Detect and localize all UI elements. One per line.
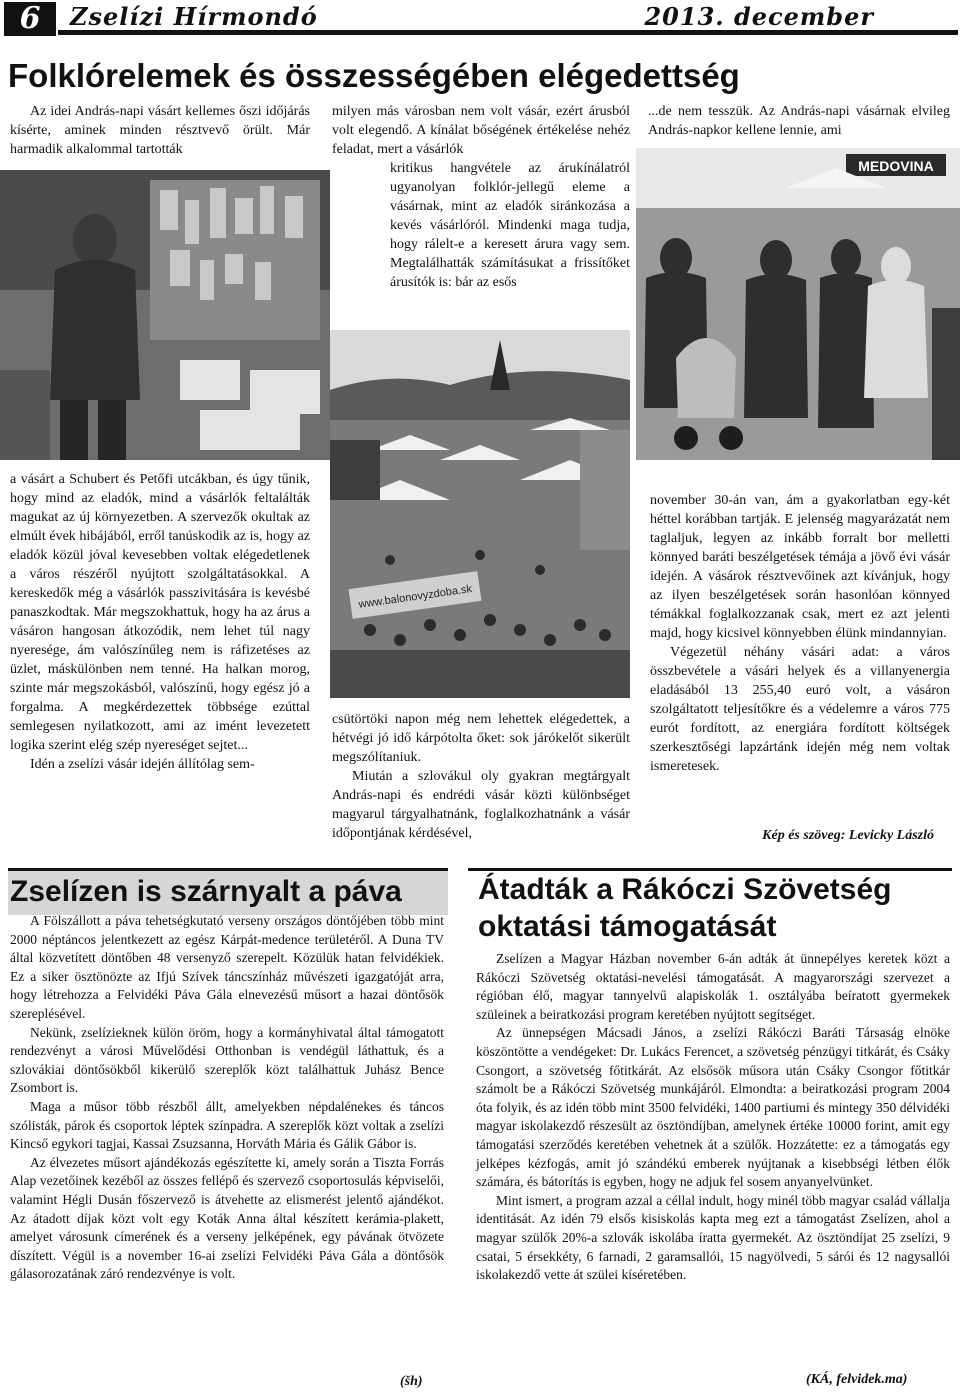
paragraph: csütörtöki napon még nem lehettek elégedettek, a hétvégi jó idő kárpótolta őket: sok járókelőt sikerült megszólítaniuk.: [332, 712, 630, 765]
paragraph: Zselízen a Magyar Házban november 6-án adták át ünnepélyes keretek közt a Rákóczi Szövetség oktatási-nevelési támogatását. A magyarországi szervezet a régióban élő, magyar tannyelvű alapiskolák 1. osztályába beíratott gyermekek szüleinek a beiratkozási program keretében nyújtott segítséget.: [476, 951, 950, 1022]
main-col2-bottom: [332, 710, 630, 843]
paragraph: Végezetül néhány vásári adat: a város összbevétele a vásári helyek és a villanyenergia eladásából 13 255,40 euró volt, a vásáron szolgáltatott teljesítőkre és a védelemre a város 775 eurót fordított, az energiára fordított költségek szerkesztőségi lapzártánk idején még nem voltak ismeretesek.: [650, 645, 950, 774]
main-col1-top: [10, 102, 310, 159]
stall-photo: [0, 170, 330, 460]
medovina-sign: MEDOVINA: [858, 158, 934, 174]
paragraph: milyen más városban nem volt vásár, ezért árusból volt elegendő. A kínálat bőségének értékelése nehéz feladat, mert a vásárlók: [332, 104, 630, 157]
photo-credit: Kép és szöveg: Levicky László: [762, 828, 934, 843]
page-number: 6: [4, 2, 56, 36]
paragraph: Az élvezetes műsort ajándékozás egészítette ki, amely során a Tiszta Forrás Alap vezetőinek kezéből az összes fellépő és szervező csoportosulás képviselői, valamint Hégli Dusán főszervező is átvehette az elismerést jelentő ajándékot. Az átadott díjak közt volt egy Koták Anna által készített kerámia-plakett, amelyet városunk címerének és a verseny jelképének, egy pávának ötvözete díszített. Végül is a november 16-ai zselízi Felvidéki Páva Gála a döntősök gálasorozatának záró rendezvénye is volt.: [10, 1154, 444, 1282]
rakoczi-headline-block: [468, 868, 952, 945]
paragraph: Idén a zselízi vásár idején állítólag sem-: [30, 757, 255, 772]
newspaper-title: Zselízi Hírmondó: [70, 2, 318, 31]
paragraph: A Fölszállott a páva tehetségkutató verseny országos döntőjében több mint 2000 néptáncos jelentkezett az egész Kárpát-medence területéről. A Duna TV által közvetített döntőben 48 versenyző szerepelt. Közülük hatan felvidékiek. Ez a siker ösztönözte az Ifjú Szívek táncszínház művészeti igazgatóját arra, hogy létrehozza a Felvidéki Páva Gála elnevezésű műsort a hazai döntősök szereplésével.: [10, 913, 444, 1021]
paragraph: kritikus hangvétele az árukínálatról ugyanolyan folklór-jellegű eleme a vásárnak, mint az eladók siránkozása a kevés vásárlóról. Mindenki maga tudja, hogy rálelt-e a keresett árura vagy sem. Megtalálhatták számításukat a frissítőket árusítók is: bár az esős: [390, 161, 630, 290]
rakoczi-headline-line1: Átadták a Rákóczi Szövetség: [478, 873, 892, 906]
street-photo: [330, 330, 630, 698]
paragraph: Maga a műsor több részből állt, amelyekben népdalénekes és táncos szólisták, párok és csoportok léptek színpadra. A szereplők közt voltak a zselízi Kincső egykori tagjai, Kassai Zsuzsanna, Horváth Mária és Gálik Gábor is.: [10, 1098, 444, 1152]
paragraph: a vásárt a Schubert és Petőfi utcákban, és úgy tűnik, hogy mind az eladók, mind a vásárlók feltalálták magukat az új környezetben. A szervezők okultak az elmúlt évek hibájából, erről tanúskodik az is, hogy az eladók közül jóval kevesebben voltak elégedetlenek a város részéről nyújtott szolgáltatásokkal. A kereskedők még a vásárlók passzivitására is kevésbé panaszkodtak. Már megszokhattuk, hogy ha az árus a vásáron hangosan átkozódik, nem lehet túl nagy nyeresége, ám valószínűleg nem is ráfizetéses az üzlet, máskülönben nem tenné. Ha halkan morog, szinte már megszokásból, valószínű, hogy egész jó a forgalma. A megkérdezettek többsége ezúttal semlegesen nyilatkozott, ami az imént levezetett logika szerint elég szép nyereséget sejtet...: [10, 472, 310, 753]
paragraph: Az ünnepségen Mácsadi János, a zselízi Rákóczi Baráti Társaság elnöke köszöntötte a vendégeket: Dr. Lukács Ferencet, a szövetség pénzügyi titkárát, és Csáky Csongort, a szövetség főtitkárát. Az elsősök műsora után Csáky Csongor főtitkár számolt be a Rákóczi Szövetség munkájáról. Elmondta: a beiratkozási program 2004 óta folyik, és az idén több mint 3500 felvidéki, 1400 partiumi és mintegy 350 délvidéki magyar iskolakezdő részesült az ösztöndíjban, amelynek értéke 10000 forint, amit egy támogatási szerződés keretében vehetnek át a szülők. Hozzátette: ez a támogatás egy jelképes kézfogás, amit jó szándékú emberek nyújtanak a kisebbségi létben élők számára, és bátorítás is egyben, hogy ne adjuk fel sosem anyanyelvünket.: [476, 1025, 950, 1190]
rakoczi-body: [476, 950, 950, 1285]
pava-headline-banner: [8, 868, 448, 915]
main-col3-bottom: [650, 491, 950, 776]
paragraph: Nekünk, zselízieknek külön öröm, hogy a kormányhivatal által támogatott rendezvényt a városi Művelődési Otthonban is vendégül láthattuk, és a szlovákiai döntősökből kikerülő szereplők közt találhattuk Juhász Bence Zsombort is.: [10, 1024, 444, 1096]
issue-date: 2013. december: [644, 2, 874, 31]
rakoczi-signature: (KÁ, felvidek.ma): [806, 1372, 908, 1387]
pava-signature: (šh): [400, 1374, 423, 1389]
balloon-banner-text: www.balonovyzdoba.sk: [357, 583, 473, 611]
main-col1-bottom: [10, 470, 310, 774]
pava-headline: Zselízen is szárnyalt a páva: [10, 875, 402, 908]
main-article-headline: Folklórelemek és összességében elégedettség: [8, 57, 740, 94]
main-col2-top-a: [332, 102, 630, 159]
paragraph: november 30-án van, ám a gyakorlatban egy-két héttel korábban tartják. E jelenség magyarázatát nem taglaljuk, legyen az inkább forralt bor melletti könnyed baráti beszélgetések témája a jövő évi vásár idején. A vásárok résztvevőinek azt kívánjuk, hogy az ilyen beszélgetések során hasonlóan könnyed témákkal foglalkozzanak csak, mert ez azt jelenti majd, hogy kicsivel könnyebben élünk mindannyian.: [650, 493, 950, 641]
pava-body: [10, 912, 444, 1284]
main-col2-top-b: [390, 159, 630, 292]
rakoczi-headline-line2: oktatási támogatását: [478, 910, 777, 943]
paragraph: Miután a szlovákul oly gyakran megtárgyalt András-napi és endrédi vásár közti különbséget magyarul tárgyalhatnánk, foglalkozhatnánk a vásár időpontjának kérdésével,: [332, 769, 630, 841]
main-col3-top: [648, 102, 950, 140]
paragraph: Mint ismert, a program azzal a céllal indult, hogy minél több magyar család vállalja identitását. Az idén 79 elsős kisiskolás kapta meg ezt a támogatást Zselízen, ahol a magyar szülők 20%-a szlovák iskolába íratta gyermekét. Az ösztöndíjat 25 zselízi, 9 csatai, 5 érsekkéty, 6 farnadi, 2 garamsallói, 15 nagyölvedi, 5 sárói és 12 nagysallói iskolakezdő vette át szülei kíséretében.: [476, 1192, 950, 1283]
paragraph: Az idei András-napi vásárt kellemes őszi időjárás kísérte, aminek minden résztvevő örült. Már harmadik alkalommal tartották: [10, 104, 310, 157]
paragraph: ...de nem tesszük. Az András-napi vásárnak elvileg András-napkor kellene lennie, ami: [648, 104, 950, 138]
crowd-photo: [636, 148, 960, 460]
